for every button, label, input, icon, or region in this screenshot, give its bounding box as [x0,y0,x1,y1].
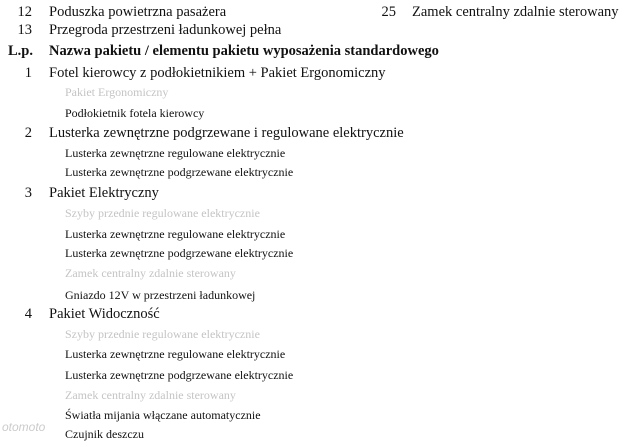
watermark: otomoto [2,420,46,434]
package-element: Pakiet Ergonomiczny [65,85,169,99]
list-item-number: 12 [17,4,32,20]
list-item-text: Poduszka powietrzna pasażera [49,4,227,20]
package-element: Szyby przednie regulowane elektrycznie [65,327,260,341]
package-element: Lusterka zewnętrzne podgrzewane elektrycznie [65,368,294,382]
package-element: Lusterka zewnętrzne podgrzewane elektrycznie [65,165,294,179]
package-element: Lusterka zewnętrzne regulowane elektrycznie [65,227,286,241]
package-number: 3 [24,185,32,201]
package-element: Podłokietnik fotela kierowcy [65,106,205,120]
package-name: Pakiet Elektryczny [49,185,159,201]
list-item-text: Przegroda przestrzeni ładunkowej pełna [49,22,282,38]
package-number: 1 [24,65,32,81]
package-number: 2 [24,125,32,141]
package-name: Lusterka zewnętrzne podgrzewane i regulowane elektrycznie [49,125,404,141]
package-element: Gniazdo 12V w przestrzeni ładunkowej [65,288,256,302]
package-element: Lusterka zewnętrzne regulowane elektrycznie [65,146,286,160]
package-element: Światła mijania włączane automatycznie [65,408,261,422]
package-element: Lusterka zewnętrzne podgrzewane elektrycznie [65,246,294,260]
column-header-title: Nazwa pakietu / elementu pakietu wyposażenia standardowego [49,43,439,59]
list-item-number: 25 [381,4,396,20]
column-header-lp: L.p. [8,43,33,59]
package-element: Zamek centralny zdalnie sterowany [65,388,236,402]
package-name: Pakiet Widoczność [49,306,160,322]
list-item-number: 13 [17,22,32,38]
package-element: Zamek centralny zdalnie sterowany [65,266,236,280]
package-element: Lusterka zewnętrzne regulowane elektrycznie [65,347,286,361]
package-element: Szyby przednie regulowane elektrycznie [65,206,260,220]
package-number: 4 [24,306,32,322]
package-element: Czujnik deszczu [65,427,144,441]
package-name: Fotel kierowcy z podłokietnikiem + Pakiet Ergonomiczny [49,65,386,81]
list-item-text: Zamek centralny zdalnie sterowany [412,4,619,20]
